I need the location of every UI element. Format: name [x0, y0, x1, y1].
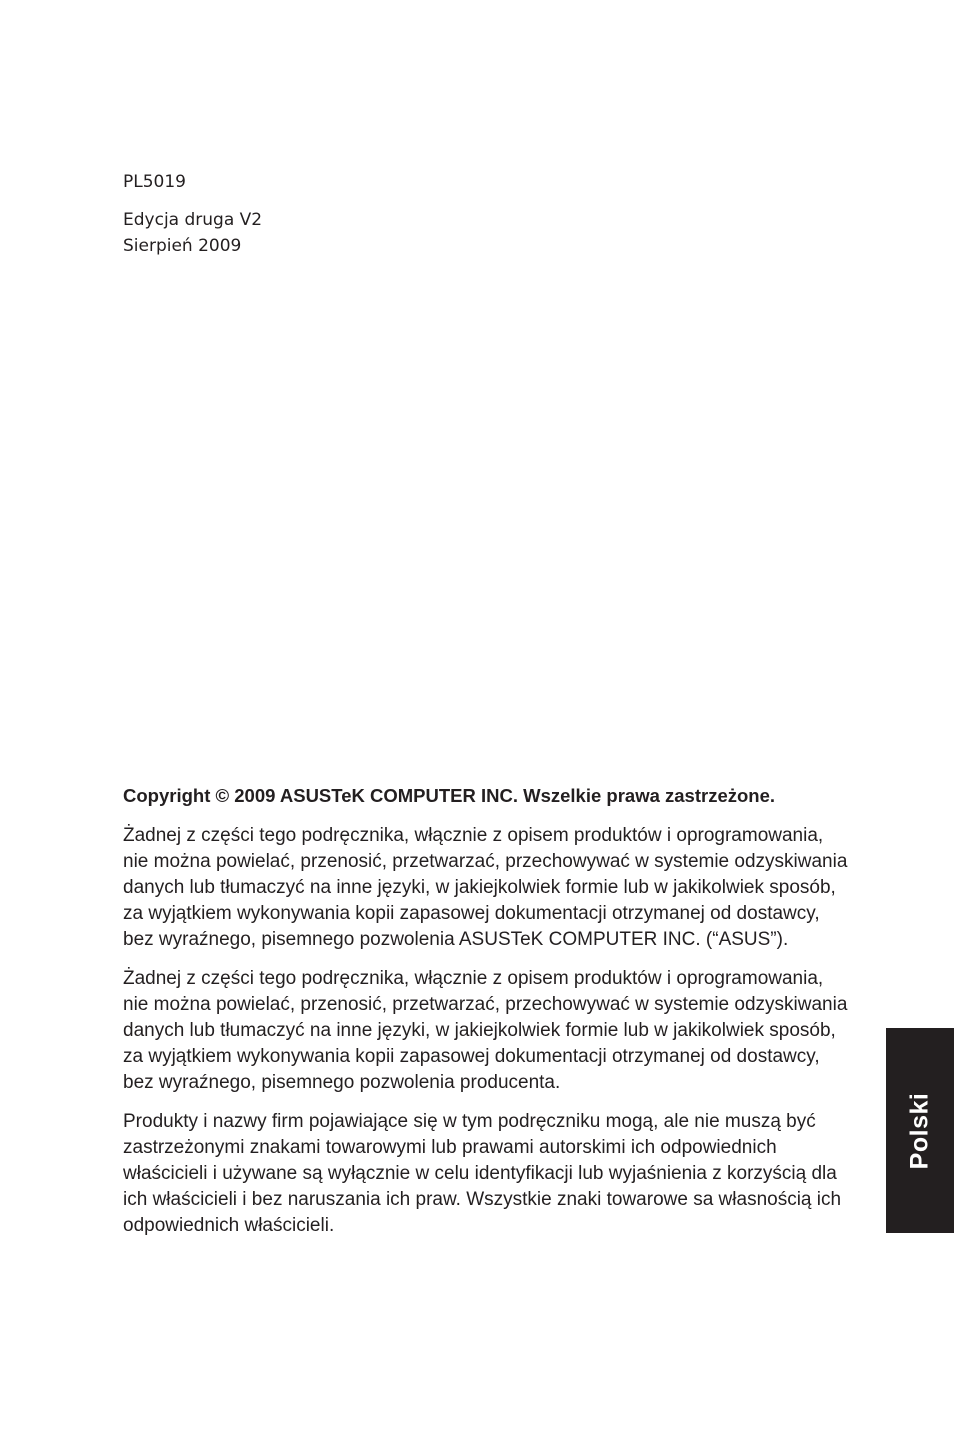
edition-label: Edycja druga V2 — [123, 210, 263, 230]
legal-notice — [123, 783, 848, 1252]
legal-paragraph: Żadnej z części tego podręcznika, włącznie z opisem produktów i oprogramowania, nie można powielać, przenosić, przetwarzać, przechowywać w systemie odzyskiwania danych lub tłumaczyć na inne języki, w jakiejkolwiek formie lub w jakikolwiek sposób, za wyjątkiem wykonywania kopii zapasowej dokumentacji otrzymanej od dostawcy, bez wyraźnego, pisemnego pozwolenia producenta. — [123, 968, 848, 1093]
legal-paragraph: Produkty i nazwy firm pojawiające się w tym podręczniku mogą, ale nie muszą być zastrzeżonymi znakami towarowymi lub prawami autorskimi ich odpowiednich właścicieli i używane są wyłącznie w celu identyfikacji lub wyjaśnienia z korzyścią dla ich właścicieli i bez naruszania ich praw. Wszystkie znaki towarowe sa własnością ich odpowiednich właścicieli. — [123, 1111, 842, 1236]
language-tab-label: Polski — [905, 1092, 934, 1169]
copyright-statement: Copyright © 2009 ASUSTeK COMPUTER INC. Wszelkie prawa zastrzeżone. — [123, 785, 776, 806]
language-tab — [886, 1028, 954, 1233]
document-header — [123, 169, 262, 259]
publication-date: Sierpień 2009 — [123, 236, 242, 256]
legal-paragraph: Żadnej z części tego podręcznika, włącznie z opisem produktów i oprogramowania, nie można powielać, przenosić, przetwarzać, przechowywać w systemie odzyskiwania danych lub tłumaczyć na inne języki, w jakiejkolwiek formie lub w jakikolwiek sposób, za wyjątkiem wykonywania kopii zapasowej dokumentacji otrzymanej od dostawcy, bez wyraźnego, pisemnego pozwolenia ASUSTeK COMPUTER INC. (“ASUS”). — [123, 825, 848, 950]
document-code: PL5019 — [123, 172, 186, 192]
